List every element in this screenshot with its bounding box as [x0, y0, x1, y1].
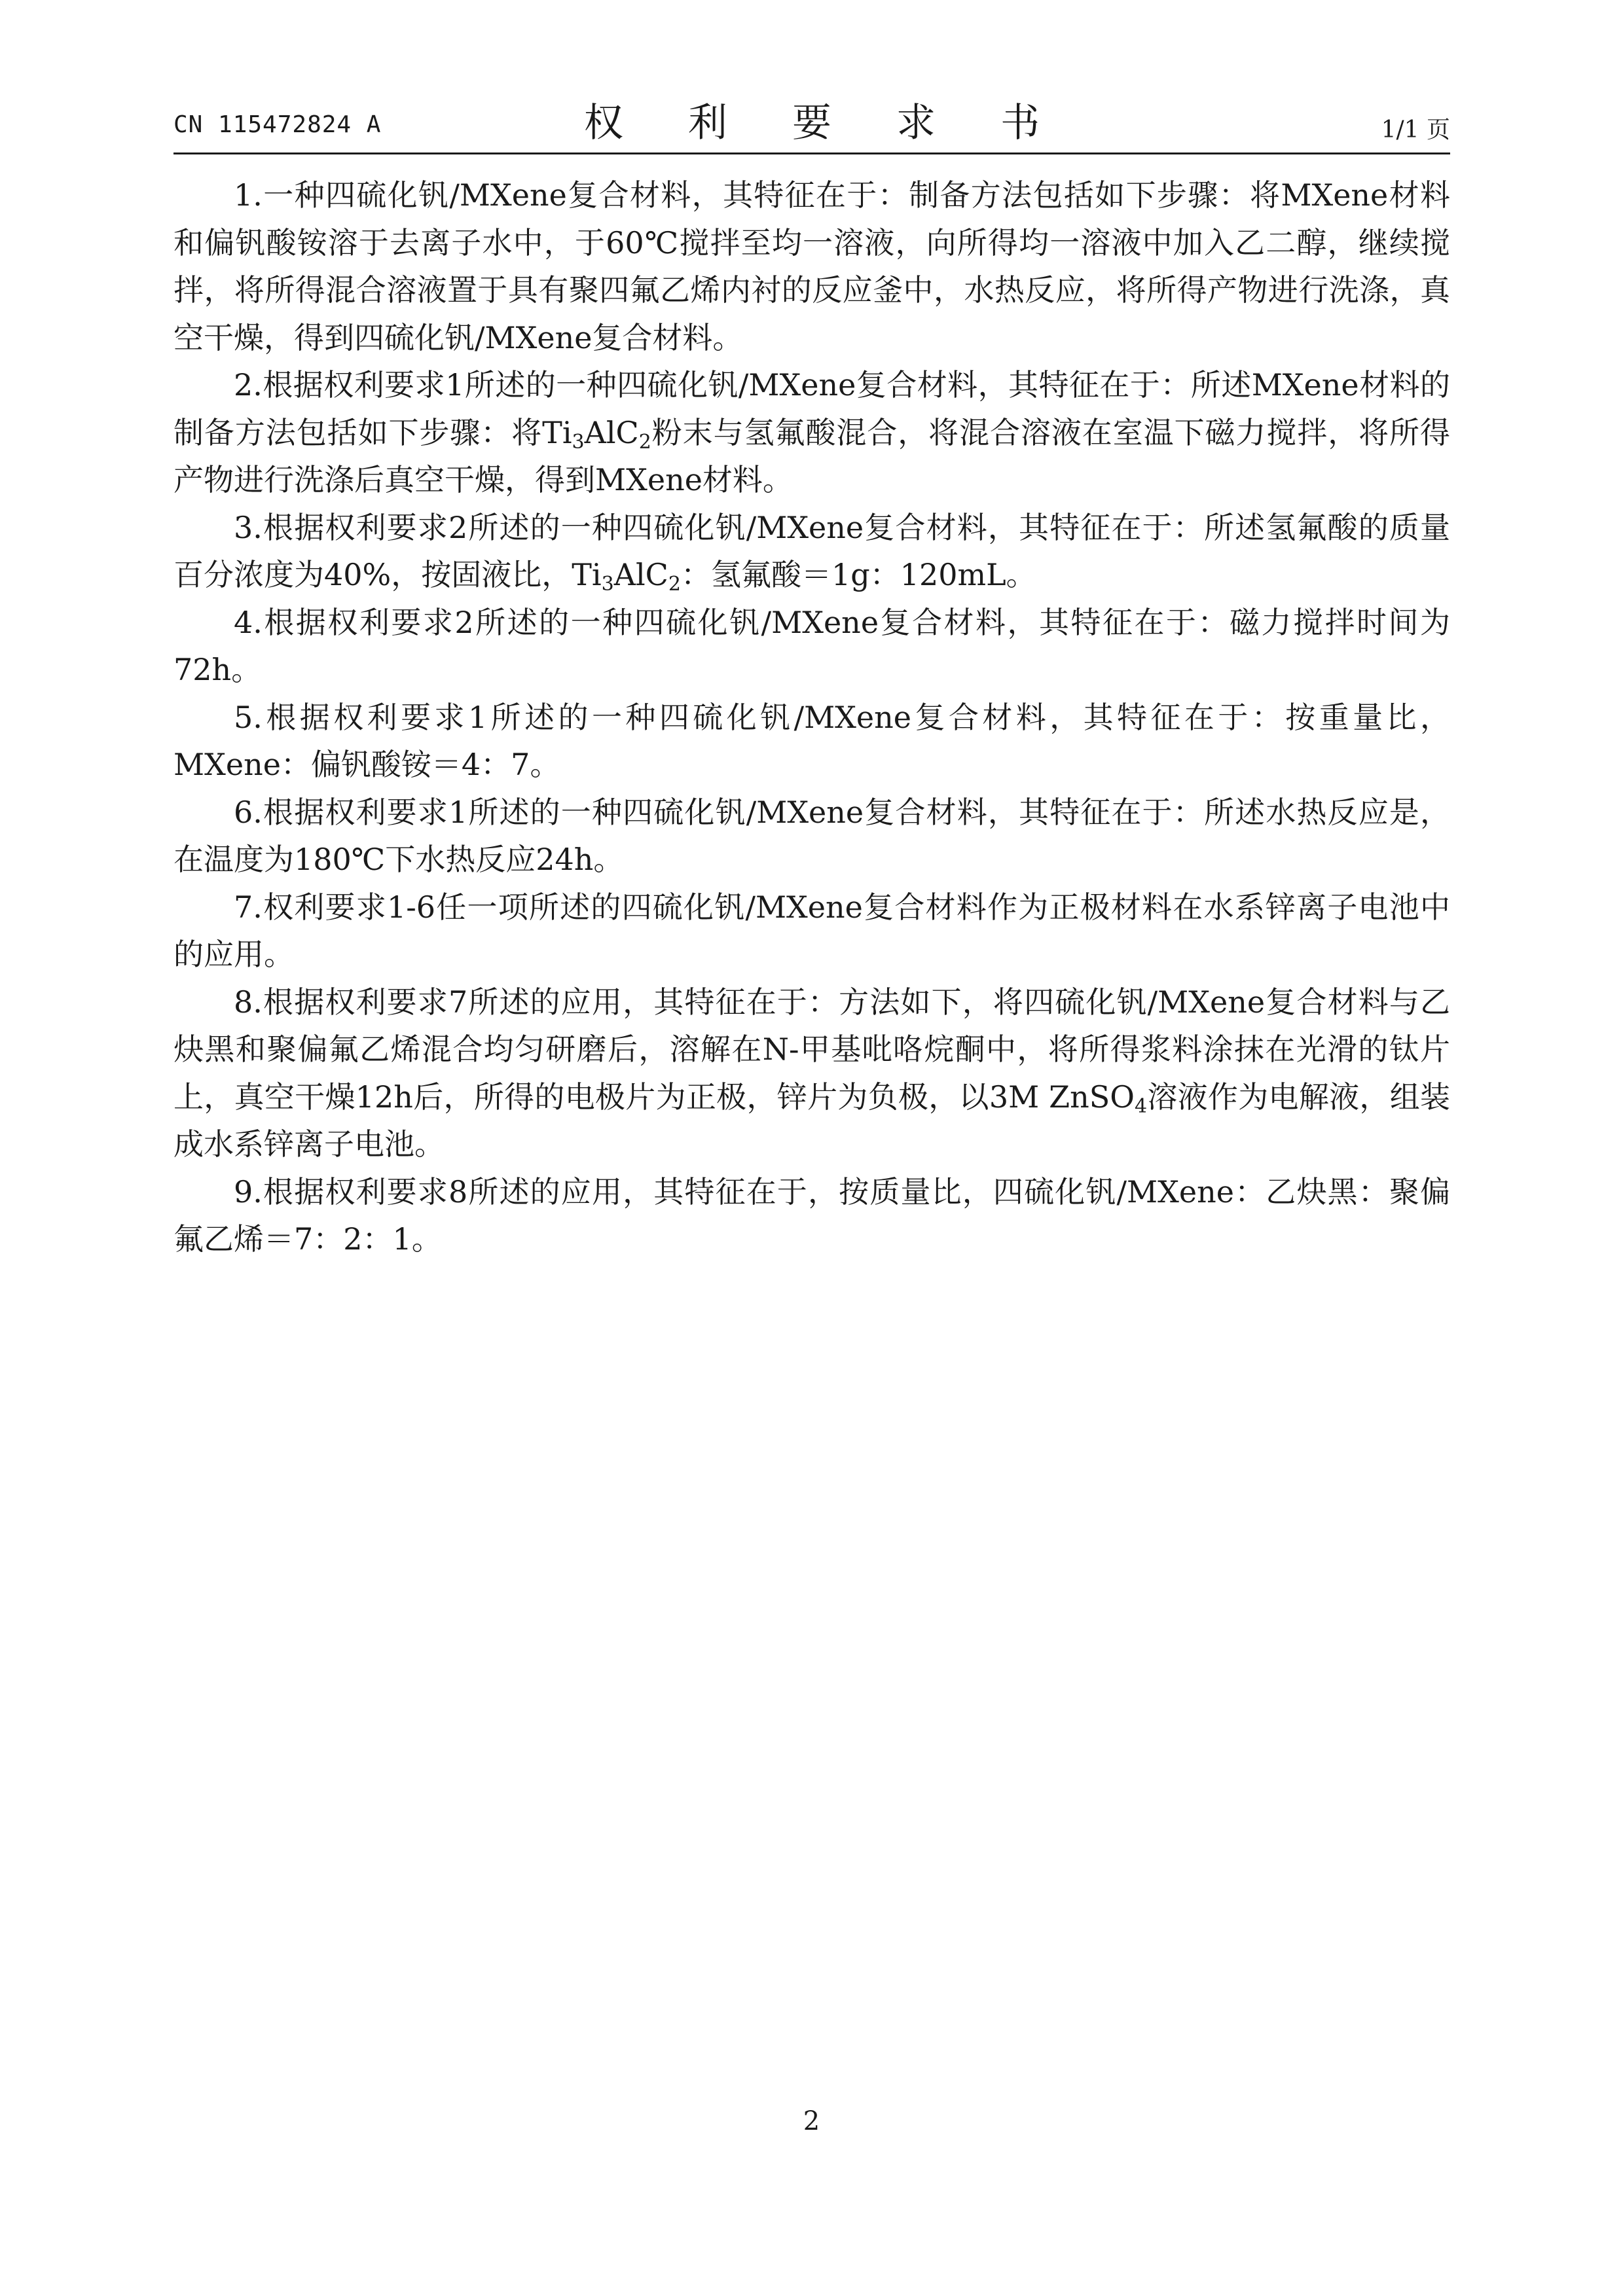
header-divider: [173, 152, 1450, 154]
claim-3: [173, 504, 1450, 599]
subscript: 2: [638, 430, 651, 454]
claim-8: [173, 978, 1450, 1168]
page-indicator: 1/1 页: [1381, 117, 1450, 143]
claim-6: [173, 789, 1450, 884]
page-header: [173, 92, 1450, 151]
claim-text: 7.权利要求1-6任一项所述的四硫化钒/MXene复合材料作为正极材料在水系锌离子电池中的应用。: [173, 889, 1450, 972]
subscript: 3: [601, 573, 614, 596]
claim-text: 3.根据权利要求2所述的一种四硫化钒/MXene复合材料，其特征在于：所述氢氟酸的质量百分浓度为40%，按固液比，Ti: [173, 509, 1450, 592]
claim-2: [173, 361, 1450, 504]
claim-5: [173, 694, 1450, 789]
claim-text: 9.根据权利要求8所述的应用，其特征在于，按质量比，四硫化钒/MXene：乙炔黑：聚偏氟乙烯＝7：2：1。: [173, 1174, 1450, 1257]
claim-9: [173, 1168, 1450, 1263]
claim-text: 溶液作为电解液，组装成水系锌离子电池。: [173, 1079, 1451, 1162]
claim-text: 1.一种四硫化钒/MXene复合材料，其特征在于：制备方法包括如下步骤：将MXene材料和偏钒酸铵溶于去离子水中，于60℃搅拌至均一溶液，向所得均一溶液中加入乙二醇，继续搅拌，将所得混合溶液置于具有聚四氟乙烯内衬的反应釜中，水热反应，将所得产物进行洗涤，真空干燥，得到四硫化钒/MXene复合材料。: [173, 177, 1450, 355]
claim-text: AlC: [584, 414, 639, 450]
claim-text: 5.根据权利要求1所述的一种四硫化钒/MXene复合材料，其特征在于：按重量比，MXene：偏钒酸铵＝4：7。: [173, 699, 1450, 782]
subscript: 2: [668, 573, 681, 596]
subscript: 3: [572, 430, 585, 454]
page-number: 2: [803, 2106, 820, 2136]
claim-4: [173, 599, 1450, 694]
claim-text: 6.根据权利要求1所述的一种四硫化钒/MXene复合材料，其特征在于：所述水热反应是，在温度为180℃下水热反应24h。: [173, 794, 1450, 877]
claim-1: [173, 171, 1450, 361]
claim-text: 粉末与氢氟酸混合，将混合溶液在室温下磁力搅拌，将所得产物进行洗涤后真空干燥，得到MXene材料。: [173, 414, 1450, 497]
claims-body: [173, 171, 1450, 1263]
document-title: 权 利 要 求 书: [583, 100, 1067, 146]
claim-text: 8.根据权利要求7所述的应用，其特征在于：方法如下，将四硫化钒/MXene复合材料与乙炔黑和聚偏氟乙烯混合均匀研磨后，溶解在N-甲基吡咯烷酮中，将所得浆料涂抹在光滑的钛片上，真空干燥12h后，所得的电极片为正极，锌片为负极，以3M ZnSO: [173, 984, 1450, 1115]
subscript: 4: [1134, 1094, 1148, 1118]
claim-text: ：氢氟酸＝1g：120mL。: [680, 557, 1036, 592]
claim-text: AlC: [613, 557, 668, 592]
publication-number: CN 115472824 A: [173, 111, 382, 138]
claim-text: 2.根据权利要求1所述的一种四硫化钒/MXene复合材料，其特征在于：所述MXene材料的制备方法包括如下步骤：将Ti: [173, 367, 1450, 450]
claim-7: [173, 884, 1450, 978]
claim-text: 4.根据权利要求2所述的一种四硫化钒/MXene复合材料，其特征在于：磁力搅拌时间为72h。: [173, 604, 1450, 687]
